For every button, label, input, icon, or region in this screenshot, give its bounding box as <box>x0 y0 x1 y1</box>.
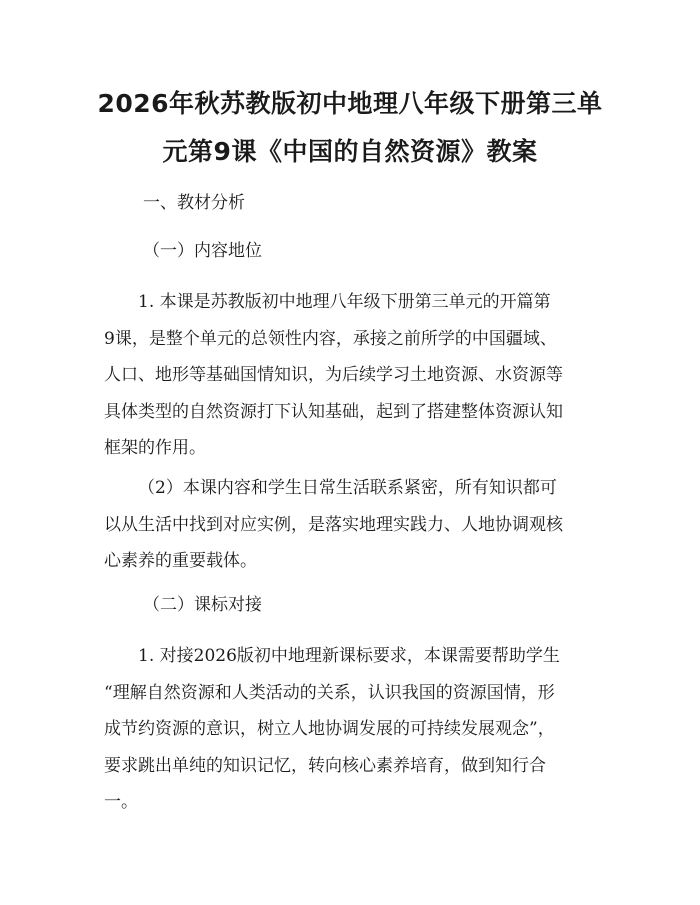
document-title-line-1: 2026年秋苏教版初中地理八年级下册第三单 <box>97 89 603 118</box>
paragraph-curriculum-alignment-1 <box>104 638 594 821</box>
paragraph-line: 一。 <box>104 792 138 813</box>
paragraph-line: 以从生活中找到对应实例，是落实地理实践力、人地协调观核 <box>104 514 563 535</box>
paragraph-content-position-2 <box>104 470 594 580</box>
paragraph-line: 1. 本课是苏教版初中地理八年级下册第三单元的开篇第 <box>138 292 551 312</box>
paragraph-line: 具体类型的自然资源打下认知基础，起到了搭建整体资源认知 <box>104 401 563 422</box>
paragraph-line: 框架的作用。 <box>104 438 206 459</box>
paragraph-line: 人口、地形等基础国情知识，为后续学习土地资源、水资源等 <box>104 365 563 386</box>
paragraph-line: 成节约资源的意识，树立人地协调发展的可持续发展观念”， <box>104 719 555 740</box>
paragraph-content-position-1 <box>104 284 594 467</box>
paragraph-line: 9课，是整个单元的总领性内容，承接之前所学的中国疆域、 <box>104 328 557 349</box>
subsection-heading-content-position: （一）内容地位 <box>143 241 262 261</box>
paragraph-line: 1. 对接2026版初中地理新课标要求，本课需要帮助学生 <box>138 646 560 666</box>
subsection-heading-curriculum-alignment: （二）课标对接 <box>143 595 262 615</box>
paragraph-line: （2）本课内容和学生日常生活联系紧密，所有知识都可 <box>138 478 557 498</box>
section-heading-textbook-analysis: 一、教材分析 <box>143 193 245 213</box>
document-title-line-2: 元第9课《中国的自然资源》教案 <box>162 137 538 166</box>
paragraph-line: “理解自然资源和人类活动的关系，认识我国的资源国情，形 <box>104 682 555 703</box>
paragraph-line: 心素养的重要载体。 <box>104 551 257 572</box>
paragraph-line: 要求跳出单纯的知识记忆，转向核心素养培育，做到知行合 <box>104 755 546 776</box>
